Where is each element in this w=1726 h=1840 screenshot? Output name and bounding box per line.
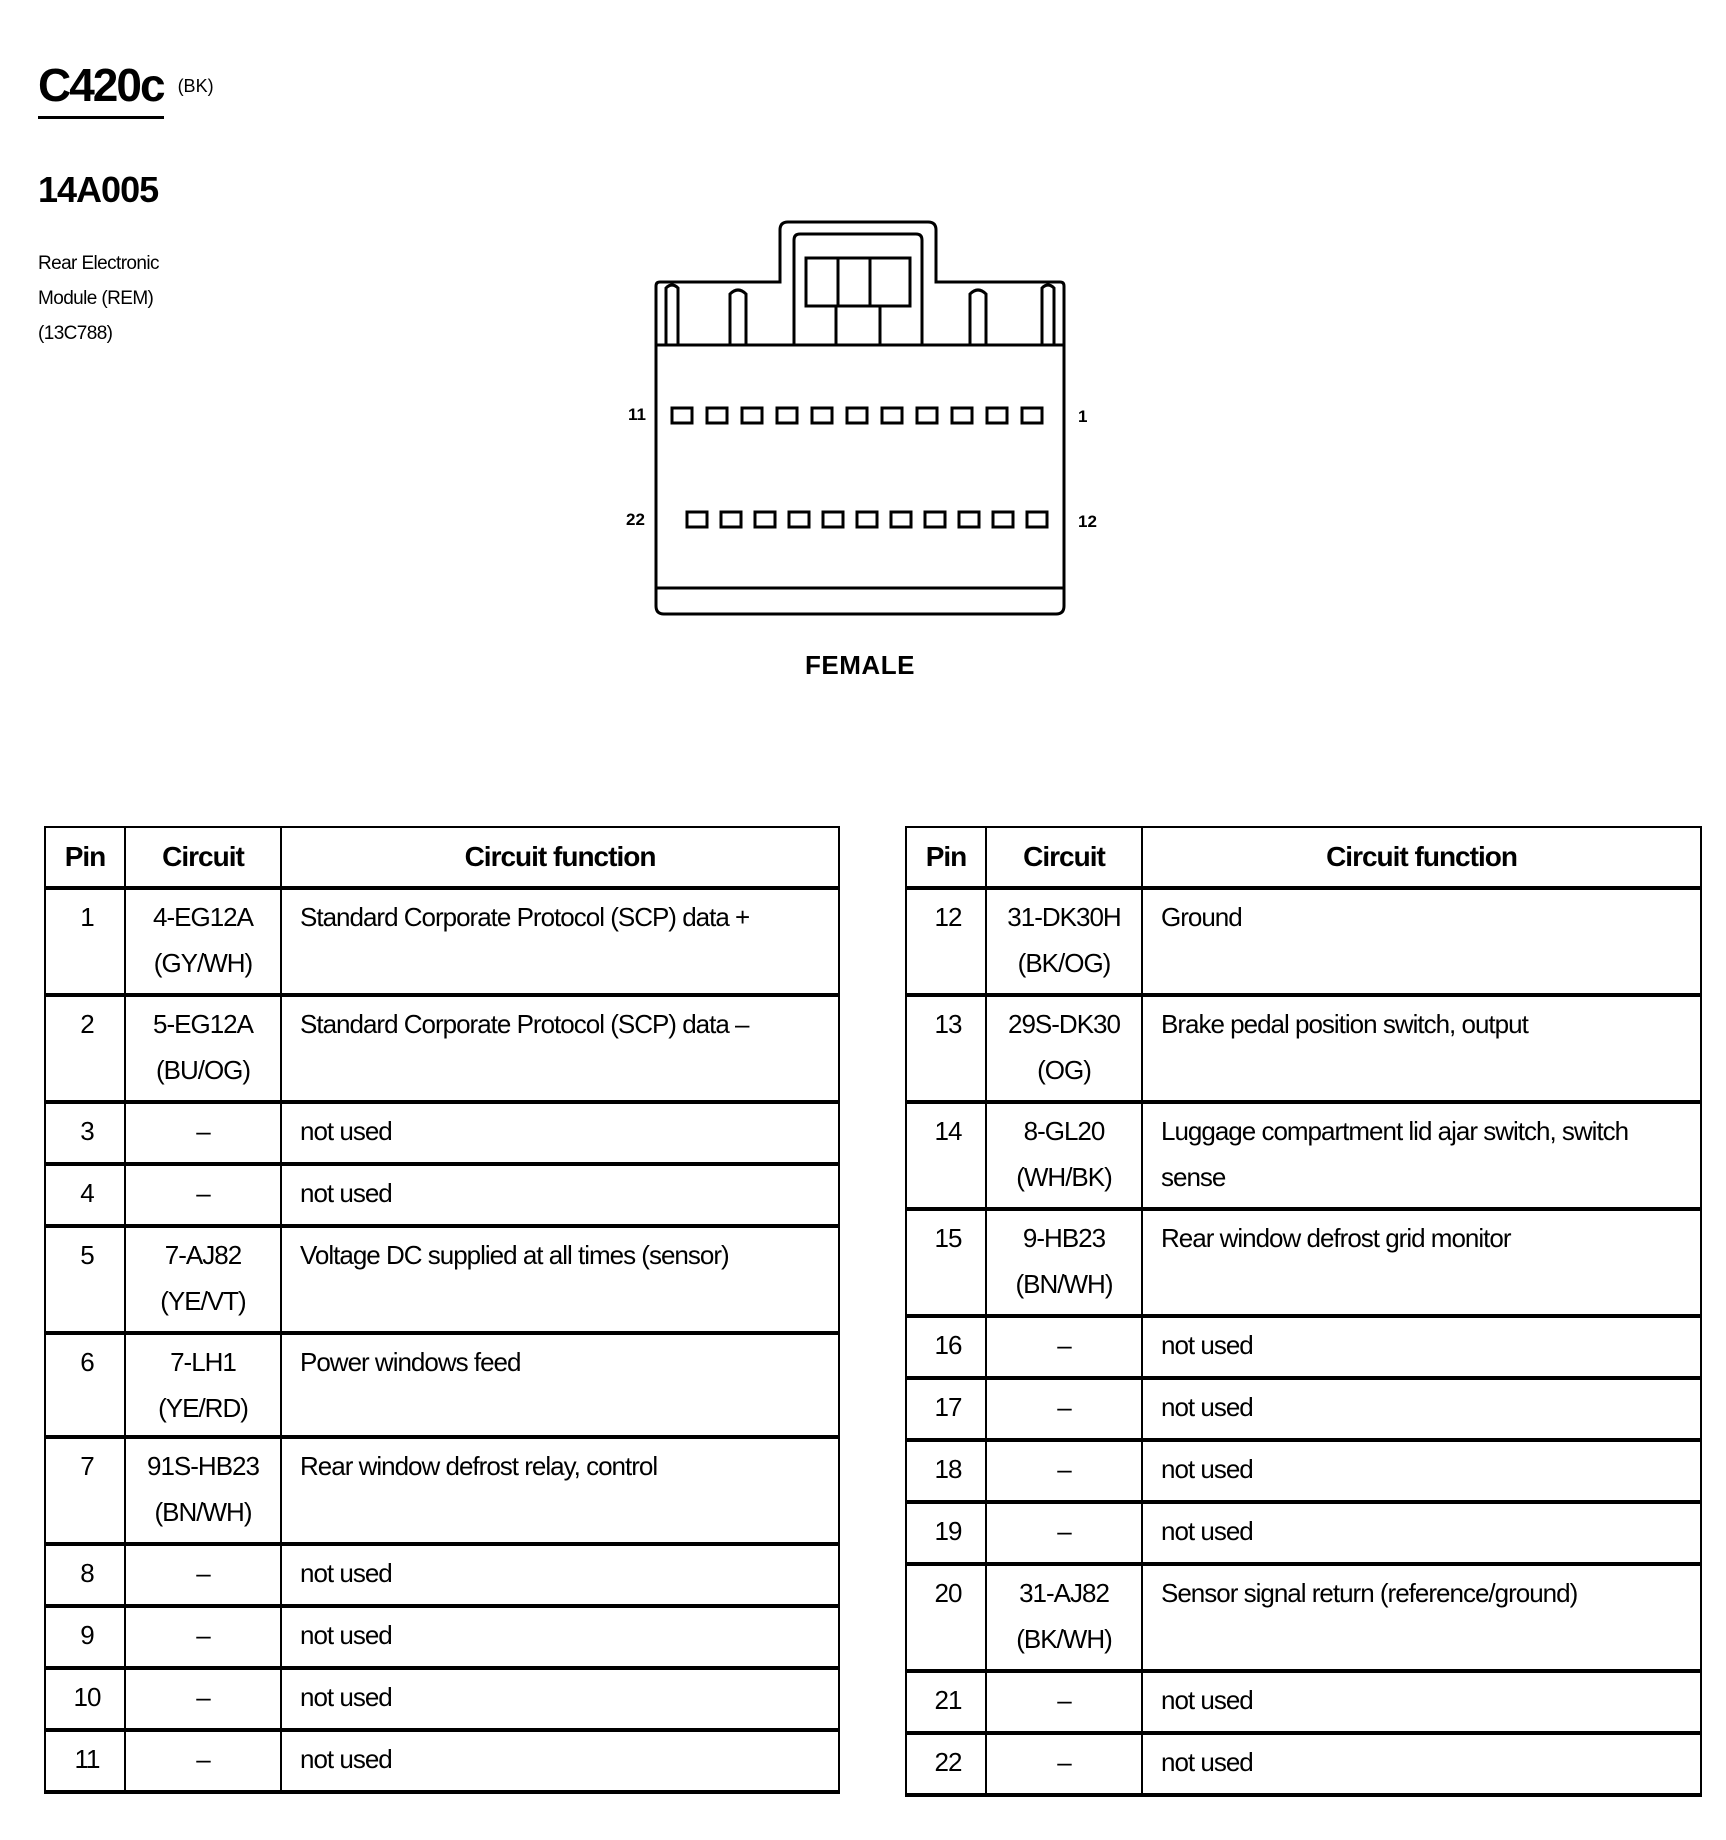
pin-number: 7: [45, 1437, 125, 1544]
circuit-header: Circuit: [986, 827, 1142, 888]
wire-color: (GY/WH): [153, 948, 253, 978]
pin-number: 22: [906, 1733, 986, 1795]
pin-number: 10: [45, 1668, 125, 1730]
circuit-function: Standard Corporate Protocol (SCP) data –: [281, 995, 839, 1102]
pin-number: 1: [45, 888, 125, 995]
circuit-function: not used: [1142, 1316, 1701, 1378]
circuit-cell: [986, 995, 1142, 1102]
part-number: 14A005: [38, 169, 159, 210]
table-row: [45, 1333, 839, 1437]
connector-body-outline: [656, 222, 1064, 614]
gender-label: FEMALE: [805, 650, 915, 680]
wire-color: (BN/WH): [154, 1497, 252, 1527]
circuit-function: not used: [1142, 1502, 1701, 1564]
table-row: [906, 1209, 1701, 1316]
rib: [730, 290, 746, 345]
circuit-id: –: [196, 1620, 210, 1650]
pin-number: 3: [45, 1102, 125, 1164]
circuit-function: Rear window defrost grid monitor: [1142, 1209, 1701, 1316]
pinout-table-left: [44, 826, 840, 1794]
circuit-cell: [125, 1437, 281, 1544]
connector-diagram: [600, 210, 1120, 690]
pin-number: 20: [906, 1564, 986, 1671]
pin-number: 6: [45, 1333, 125, 1437]
wire-color: (OG): [1037, 1055, 1091, 1085]
circuit-function: not used: [281, 1730, 839, 1792]
pin-number: 16: [906, 1316, 986, 1378]
circuit-id: 7-AJ82: [164, 1240, 242, 1270]
circuit-id: 31-AJ82: [1019, 1578, 1109, 1608]
wire-color: (BU/OG): [155, 1055, 251, 1085]
pin-number: 15: [906, 1209, 986, 1316]
module-description: [38, 246, 159, 351]
circuit-id: –: [196, 1116, 210, 1146]
table-row: [906, 888, 1701, 995]
wire-color: (BN/WH): [1015, 1269, 1113, 1299]
circuit-cell: [125, 888, 281, 995]
pin-number: 2: [45, 995, 125, 1102]
table-row: [906, 1733, 1701, 1795]
pin-label-1: 1: [1078, 407, 1088, 426]
circuit-id: –: [1057, 1516, 1071, 1546]
connector-id: C420c: [38, 62, 164, 119]
circuit-cell: [986, 1502, 1142, 1564]
circuit-id: 91S-HB23: [147, 1451, 259, 1481]
pin-number: 11: [45, 1730, 125, 1792]
circuit-id: –: [1057, 1330, 1071, 1360]
circuit-id: –: [196, 1178, 210, 1208]
circuit-id: 9-HB23: [1022, 1223, 1106, 1253]
table-row: [906, 1102, 1701, 1209]
circuit-cell: [986, 1440, 1142, 1502]
circuit-cell: [125, 1102, 281, 1164]
circuit-id: 4-EG12A: [153, 902, 253, 932]
circuit-cell: [125, 1544, 281, 1606]
function-header: Circuit function: [1142, 827, 1701, 888]
connector-color: (BK): [177, 76, 214, 96]
pin-number: 13: [906, 995, 986, 1102]
circuit-function: not used: [1142, 1378, 1701, 1440]
circuit-cell: [125, 1606, 281, 1668]
wire-color: (BK/OG): [1017, 948, 1111, 978]
circuit-function: not used: [1142, 1733, 1701, 1795]
circuit-function: not used: [1142, 1671, 1701, 1733]
pin-number: 4: [45, 1164, 125, 1226]
pinout-rows-left: [45, 888, 839, 1792]
table-row: [906, 1378, 1701, 1440]
circuit-function: not used: [1142, 1440, 1701, 1502]
circuit-id: –: [196, 1682, 210, 1712]
table-row: [45, 1437, 839, 1544]
wire-color: (WH/BK): [1016, 1162, 1112, 1192]
wire-color: (YE/VT): [160, 1286, 246, 1316]
circuit-cell: [986, 1378, 1142, 1440]
pin-number: 21: [906, 1671, 986, 1733]
pin-label-22: 22: [626, 510, 645, 529]
circuit-cell: [986, 1671, 1142, 1733]
table-row: [45, 1544, 839, 1606]
table-row: [906, 1564, 1701, 1671]
circuit-cell: [986, 1102, 1142, 1209]
circuit-cell: [986, 888, 1142, 995]
pin-header: Pin: [45, 827, 125, 888]
circuit-cell: [125, 1226, 281, 1333]
table-row: [45, 1102, 839, 1164]
circuit-cell: [125, 1668, 281, 1730]
circuit-function: not used: [281, 1102, 839, 1164]
circuit-id: –: [1057, 1747, 1071, 1777]
circuit-function: not used: [281, 1164, 839, 1226]
latch-key: [836, 306, 880, 345]
description-line: Module (REM): [38, 288, 154, 309]
pin-number: 9: [45, 1606, 125, 1668]
pin-number: 8: [45, 1544, 125, 1606]
table-row: [906, 1502, 1701, 1564]
pin-header: Pin: [906, 827, 986, 888]
circuit-id: 7-LH1 (YE/RD): [158, 1347, 248, 1423]
table-header-row: [906, 827, 1701, 888]
pin-number: 12: [906, 888, 986, 995]
table-row: [45, 888, 839, 995]
circuit-id: 31-DK30H: [1007, 902, 1121, 932]
circuit-header: Circuit: [125, 827, 281, 888]
cavity-row-bottom: [687, 512, 1047, 527]
table-row: [906, 1440, 1701, 1502]
description-line: (13C788): [38, 323, 113, 344]
circuit-cell: [986, 1316, 1142, 1378]
table-header-row: [45, 827, 839, 888]
circuit-function: Power windows feed: [281, 1333, 839, 1437]
table-row: [906, 1316, 1701, 1378]
table-row: [45, 995, 839, 1102]
table-row: [45, 1668, 839, 1730]
circuit-cell: [986, 1564, 1142, 1671]
circuit-id: –: [1057, 1454, 1071, 1484]
pin-number: 14: [906, 1102, 986, 1209]
latch-tab: [806, 258, 910, 306]
pin-label-12: 12: [1078, 512, 1097, 531]
pin-label-11: 11: [628, 405, 646, 424]
circuit-function: Luggage compartment lid ajar switch, switch sense: [1142, 1102, 1701, 1209]
pinout-rows-right: [906, 888, 1701, 1795]
function-header: Circuit function: [281, 827, 839, 888]
circuit-function: not used: [281, 1606, 839, 1668]
circuit-cell: [986, 1733, 1142, 1795]
circuit-cell: [125, 995, 281, 1102]
cavity-row-top: [672, 408, 1042, 423]
pin-number: 19: [906, 1502, 986, 1564]
circuit-function: Standard Corporate Protocol (SCP) data +: [281, 888, 839, 995]
rib: [970, 290, 986, 345]
circuit-cell: [125, 1164, 281, 1226]
circuit-function: Sensor signal return (reference/ground): [1142, 1564, 1701, 1671]
circuit-id: 29S-DK30: [1008, 1009, 1120, 1039]
circuit-id: –: [196, 1744, 210, 1774]
connector-face-drawing: [600, 210, 1120, 650]
circuit-cell: [125, 1333, 281, 1437]
table-row: [45, 1606, 839, 1668]
table-row: [906, 1671, 1701, 1733]
pin-number: 17: [906, 1378, 986, 1440]
circuit-function: Rear window defrost relay, control: [281, 1437, 839, 1544]
table-row: [45, 1164, 839, 1226]
circuit-function: not used: [281, 1544, 839, 1606]
wire-color: (BK/WH): [1016, 1624, 1112, 1654]
circuit-cell: [125, 1730, 281, 1792]
latch-inner: [794, 234, 922, 345]
pin-number: 18: [906, 1440, 986, 1502]
circuit-id: –: [1057, 1392, 1071, 1422]
table-row: [45, 1730, 839, 1792]
circuit-id: –: [1057, 1685, 1071, 1715]
circuit-id: –: [196, 1558, 210, 1588]
circuit-function: Ground: [1142, 888, 1701, 995]
connector-header: [38, 59, 214, 119]
pinout-table-right: [905, 826, 1702, 1797]
circuit-function: not used: [281, 1668, 839, 1730]
pin-number: 5: [45, 1226, 125, 1333]
circuit-id: 8-GL20: [1023, 1116, 1105, 1146]
circuit-id: 5-EG12A: [153, 1009, 253, 1039]
rib: [1042, 285, 1054, 345]
circuit-function: Voltage DC supplied at all times (sensor): [281, 1226, 839, 1333]
rib: [666, 285, 678, 345]
description-line: Rear Electronic: [38, 253, 159, 274]
table-row: [45, 1226, 839, 1333]
circuit-cell: [986, 1209, 1142, 1316]
table-row: [906, 995, 1701, 1102]
circuit-function: Brake pedal position switch, output: [1142, 995, 1701, 1102]
